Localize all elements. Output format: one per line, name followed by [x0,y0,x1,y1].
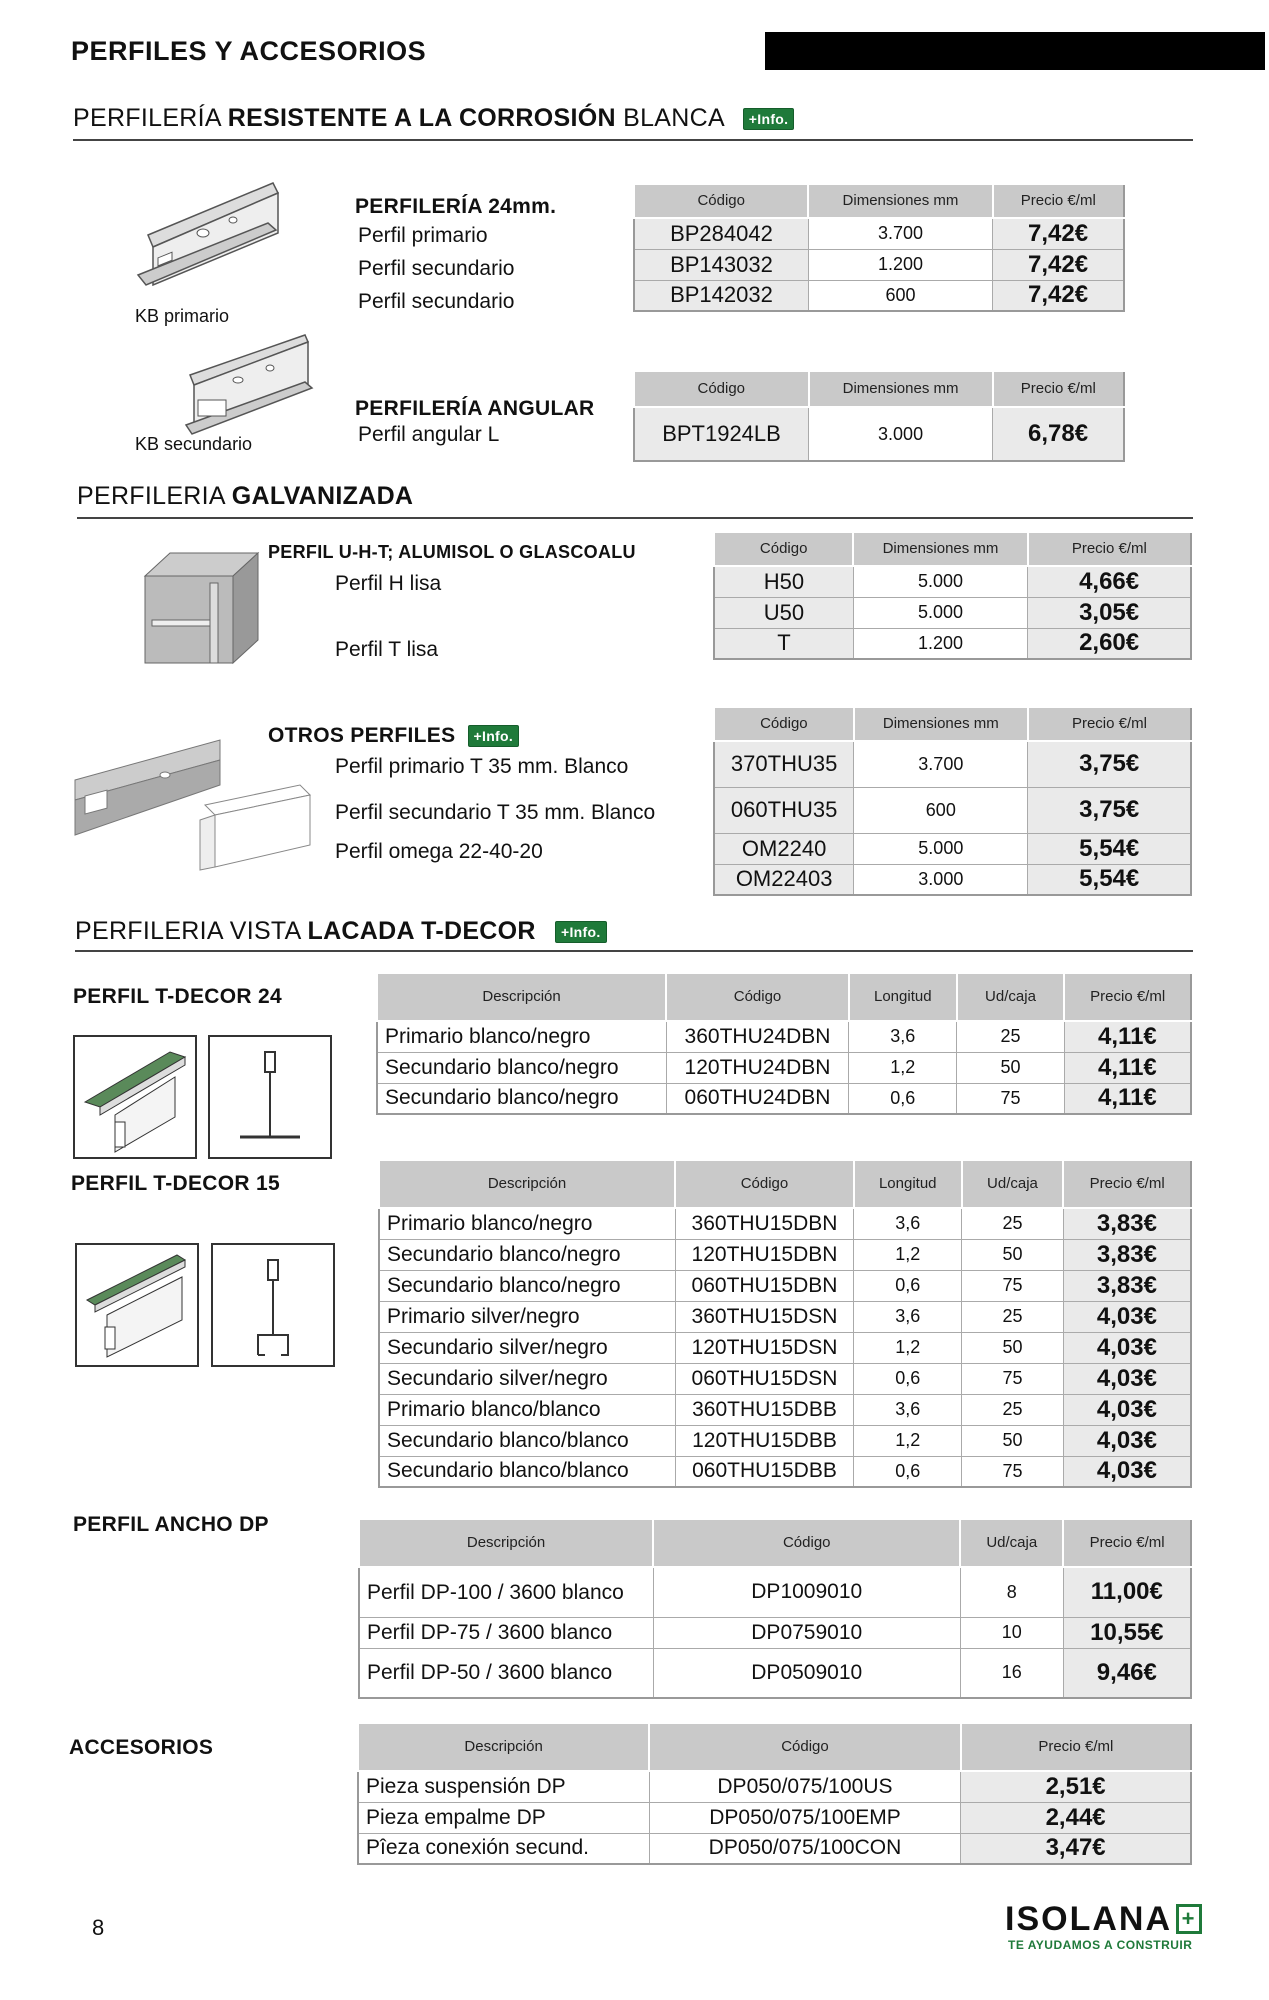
info-button[interactable]: +Info. [468,725,520,747]
caption-kb-secundario: KB secundario [135,434,253,454]
cell-code: 360THU15DSN [675,1301,854,1332]
table-row [634,407,1124,461]
table-ancho-dp [358,1518,1192,1699]
table-accesorios [357,1722,1192,1865]
cell-code: 370THU35 [714,741,854,787]
cell-price: 5,54€ [1028,833,1191,864]
cell-desc: Secundario blanco/negro [379,1270,675,1301]
cell-desc: Perfil DP-75 / 3600 blanco [359,1617,653,1648]
cell-price: 4,03€ [1063,1332,1191,1363]
cell-price: 7,42€ [993,218,1124,249]
cell-dim: 3.700 [808,218,992,249]
table-tdecor-24 [376,972,1192,1115]
cell-price: 3,05€ [1028,597,1191,628]
cell-code: 060THU24DBN [666,1083,849,1114]
cell-price: 4,03€ [1063,1425,1191,1456]
cell-units: 50 [957,1052,1065,1083]
table-row [634,218,1124,249]
table-row [714,787,1191,833]
cell-desc: Secundario blanco/blanco [379,1456,675,1487]
cell-code: 060THU15DBN [675,1270,854,1301]
table-row [379,1456,1191,1487]
col-header: Precio €/ml [993,371,1124,407]
cell-dim: 1.200 [853,628,1027,659]
logo-text: ISOLANA [1005,1900,1172,1938]
cell-length: 3,6 [854,1394,962,1425]
cell-units: 50 [962,1425,1064,1456]
table-row [377,1083,1191,1114]
cell-price: 4,03€ [1063,1363,1191,1394]
cell-units: 75 [962,1456,1064,1487]
cell-units: 75 [962,1270,1064,1301]
cell-units: 75 [962,1363,1064,1394]
item-label: Perfil omega 22-40-20 [335,840,543,863]
cell-length: 1,2 [854,1425,962,1456]
col-header: Código [653,1519,960,1567]
cell-code: 060THU15DSN [675,1363,854,1394]
slogan: TE AYUDAMOS A CONSTRUIR [1008,1938,1193,1952]
item-label: Perfil H lisa [335,572,442,595]
table-row [379,1270,1191,1301]
table-row [377,1021,1191,1052]
cell-price: 2,60€ [1028,628,1191,659]
table-row [714,566,1191,597]
cell-price: 3,83€ [1063,1208,1191,1239]
col-header: Ud/caja [962,1160,1064,1208]
col-header: Código [634,184,808,218]
col-header: Descripción [377,973,666,1021]
item-label: Perfil angular L [358,423,500,446]
col-header: Precio €/ml [1028,532,1191,566]
cell-dim: 5.000 [853,597,1027,628]
table-row [358,1771,1191,1802]
section-title-bold: RESISTENTE A LA CORROSIÓN [227,104,616,132]
table-perfileria-angular [633,370,1125,462]
cell-price: 7,42€ [993,280,1124,311]
cell-desc: Perfil DP-100 / 3600 blanco [359,1567,653,1617]
cell-price: 7,42€ [993,249,1124,280]
tdecor24-section-image [208,1035,332,1159]
cell-code: 120THU15DBB [675,1425,854,1456]
cell-length: 1,2 [854,1332,962,1363]
col-header: Precio €/ml [961,1723,1191,1771]
cell-desc: Primario silver/negro [379,1301,675,1332]
col-header: Código [714,707,854,741]
section-title-pre: PERFILERÍA [73,104,228,132]
cell-units: 16 [960,1648,1063,1698]
col-header: Precio €/ml [1063,1160,1191,1208]
col-header: Precio €/ml [1028,707,1191,741]
col-header: Descripción [358,1723,649,1771]
col-header: Ud/caja [960,1519,1063,1567]
table-perfileria-24 [633,183,1125,312]
table-row [379,1332,1191,1363]
col-header: Dimensiones mm [854,707,1028,741]
group-title-ancho-dp: PERFIL ANCHO DP [73,1513,269,1536]
cell-price: 4,03€ [1063,1394,1191,1425]
col-header: Código [675,1160,854,1208]
col-header: Ud/caja [957,973,1065,1021]
table-row [379,1394,1191,1425]
cell-desc: Secundario blanco/negro [377,1083,666,1114]
cell-price: 3,47€ [961,1833,1191,1864]
table-row [714,833,1191,864]
page-title: PERFILES Y ACCESORIOS [71,36,427,66]
cell-price: 4,03€ [1063,1301,1191,1332]
col-header: Precio €/ml [993,184,1124,218]
cell-dim: 3.700 [854,741,1028,787]
cell-units: 75 [957,1083,1065,1114]
cell-desc: Pieza suspensión DP [358,1771,649,1802]
cell-length: 0,6 [849,1083,957,1114]
cell-code: U50 [714,597,853,628]
caption-kb-primario: KB primario [135,306,230,326]
table-row [359,1567,1191,1617]
cell-code: 120THU15DBN [675,1239,854,1270]
perfil-h-image [140,548,260,668]
cell-length: 3,6 [854,1208,962,1239]
cell-code: 360THU24DBN [666,1021,849,1052]
cell-units: 50 [962,1239,1064,1270]
info-button[interactable]: +Info. [743,108,795,130]
cell-length: 0,6 [854,1456,962,1487]
cell-desc: Pîeza conexión secund. [358,1833,649,1864]
table-row [714,741,1191,787]
cell-price: 2,51€ [961,1771,1191,1802]
cell-code: 360THU15DBN [675,1208,854,1239]
cell-code: DP050/075/100EMP [649,1802,961,1833]
cell-code: OM22403 [714,864,854,895]
cell-dim: 5.000 [853,566,1027,597]
cell-dim: 3.000 [854,864,1028,895]
cell-desc: Secundario silver/negro [379,1332,675,1363]
item-label: Perfil T lisa [335,638,439,661]
cell-code: OM2240 [714,833,854,864]
item-label: Perfil primario T 35 mm. Blanco [335,755,629,778]
cell-code: DP050/075/100CON [649,1833,961,1864]
cell-price: 4,11€ [1064,1083,1191,1114]
table-row [358,1833,1191,1864]
cell-price: 3,75€ [1028,741,1191,787]
cell-code: DP0759010 [653,1617,960,1648]
item-label: Perfil secundario T 35 mm. Blanco [335,801,656,824]
cell-dim: 5.000 [854,833,1028,864]
col-header: Descripción [359,1519,653,1567]
cell-code: 120THU24DBN [666,1052,849,1083]
item-label: Perfil secundario [358,257,515,280]
section-title-bold: GALVANIZADA [231,482,414,510]
cell-desc: Primario blanco/blanco [379,1394,675,1425]
cell-price: 2,44€ [961,1802,1191,1833]
logo-mark: + [1176,1904,1202,1934]
page-number: 8 [92,1915,105,1940]
cell-price: 11,00€ [1063,1567,1191,1617]
table-row [714,864,1191,895]
cell-length: 0,6 [854,1270,962,1301]
cell-code: 060THU35 [714,787,854,833]
cell-code: 360THU15DBB [675,1394,854,1425]
cell-units: 25 [962,1394,1064,1425]
section-title-pre: PERFILERIA [77,482,232,510]
cell-length: 1,2 [854,1239,962,1270]
cell-code: BP143032 [634,249,808,280]
cell-dim: 600 [808,280,992,311]
col-header: Código [666,973,849,1021]
group-title-tdecor-15: PERFIL T-DECOR 15 [71,1172,280,1195]
table-otros-perfiles [713,706,1192,896]
table-row [377,1052,1191,1083]
cell-code: 060THU15DBB [675,1456,854,1487]
table-perfil-uht [713,531,1192,660]
group-title-text: OTROS PERFILES [268,724,456,747]
cell-units: 10 [960,1617,1063,1648]
col-header: Código [714,532,853,566]
col-header: Descripción [379,1160,675,1208]
table-row [714,597,1191,628]
cell-price: 9,46€ [1063,1648,1191,1698]
cell-code: DP050/075/100US [649,1771,961,1802]
cell-desc: Primario blanco/negro [379,1208,675,1239]
cell-code: BP284042 [634,218,808,249]
section-title-bold: LACADA T-DECOR [307,917,536,945]
divider [73,139,1193,141]
cell-code: H50 [714,566,853,597]
cell-desc: Pieza empalme DP [358,1802,649,1833]
otros-perfiles-image [70,735,320,875]
cell-dim: 600 [854,787,1028,833]
cell-price: 10,55€ [1063,1617,1191,1648]
cell-price: 3,83€ [1063,1239,1191,1270]
cell-desc: Secundario blanco/negro [377,1052,666,1083]
divider [77,517,1193,519]
divider [75,950,1193,952]
info-button[interactable]: +Info. [555,921,607,943]
cell-units: 25 [962,1208,1064,1239]
header-bar [765,32,1265,70]
cell-units: 25 [962,1301,1064,1332]
tdecor15-perspective-image [75,1243,199,1367]
table-row [358,1802,1191,1833]
col-header: Dimensiones mm [808,184,992,218]
cell-length: 3,6 [854,1301,962,1332]
col-header: Dimensiones mm [853,532,1027,566]
tdecor15-section-image [211,1243,335,1367]
col-header: Dimensiones mm [809,371,993,407]
item-label: Perfil primario [358,224,488,247]
section-title-tdecor [75,917,607,946]
table-row [379,1208,1191,1239]
col-header: Precio €/ml [1063,1519,1191,1567]
cell-dim: 3.000 [809,407,993,461]
group-title-accesorios: ACCESORIOS [69,1736,214,1759]
table-row [379,1363,1191,1394]
col-header: Longitud [854,1160,962,1208]
table-row [379,1425,1191,1456]
group-title-otros-perfiles [268,724,519,748]
section-title-pre: PERFILERIA VISTA [75,917,308,945]
tdecor24-perspective-image [73,1035,197,1159]
item-label: Perfil secundario [358,290,515,313]
cell-price: 4,03€ [1063,1456,1191,1487]
group-title-tdecor-24: PERFIL T-DECOR 24 [73,985,282,1008]
table-row [714,628,1191,659]
table-tdecor-15 [378,1159,1192,1488]
cell-code: 120THU15DSN [675,1332,854,1363]
section-title-galvanizada [77,482,413,511]
section-title-corrosion [73,104,794,133]
cell-desc: Secundario blanco/blanco [379,1425,675,1456]
table-row [379,1301,1191,1332]
cell-price: 4,11€ [1064,1052,1191,1083]
kb-primario-image [128,175,288,305]
group-title-perfil-uht: PERFIL U-H-T; ALUMISOL O GLASCOALU [268,542,636,562]
table-row [634,280,1124,311]
cell-code: BPT1924LB [634,407,809,461]
kb-secundario-image [180,330,320,450]
cell-desc: Perfil DP-50 / 3600 blanco [359,1648,653,1698]
table-row [379,1239,1191,1270]
table-row [634,249,1124,280]
cell-price: 4,66€ [1028,566,1191,597]
col-header: Código [649,1723,961,1771]
cell-units: 25 [957,1021,1065,1052]
brand-logo [1005,1900,1202,1939]
cell-code: T [714,628,853,659]
cell-units: 50 [962,1332,1064,1363]
cell-code: BP142032 [634,280,808,311]
cell-price: 5,54€ [1028,864,1191,895]
cell-desc: Secundario blanco/negro [379,1239,675,1270]
cell-price: 4,11€ [1064,1021,1191,1052]
table-row [359,1648,1191,1698]
cell-length: 0,6 [854,1363,962,1394]
group-title-perfileria-angular: PERFILERÍA ANGULAR [355,397,595,420]
cell-desc: Primario blanco/negro [377,1021,666,1052]
cell-price: 3,75€ [1028,787,1191,833]
col-header: Precio €/ml [1064,973,1191,1021]
cell-units: 8 [960,1567,1063,1617]
table-row [359,1617,1191,1648]
cell-code: DP1009010 [653,1567,960,1617]
col-header: Código [634,371,809,407]
section-title-post: BLANCA [615,104,724,132]
cell-code: DP0509010 [653,1648,960,1698]
group-title-perfileria-24: PERFILERÍA 24mm. [355,195,557,218]
col-header: Longitud [849,973,957,1021]
cell-length: 1,2 [849,1052,957,1083]
cell-price: 3,83€ [1063,1270,1191,1301]
cell-desc: Secundario silver/negro [379,1363,675,1394]
cell-price: 6,78€ [993,407,1124,461]
cell-dim: 1.200 [808,249,992,280]
cell-length: 3,6 [849,1021,957,1052]
